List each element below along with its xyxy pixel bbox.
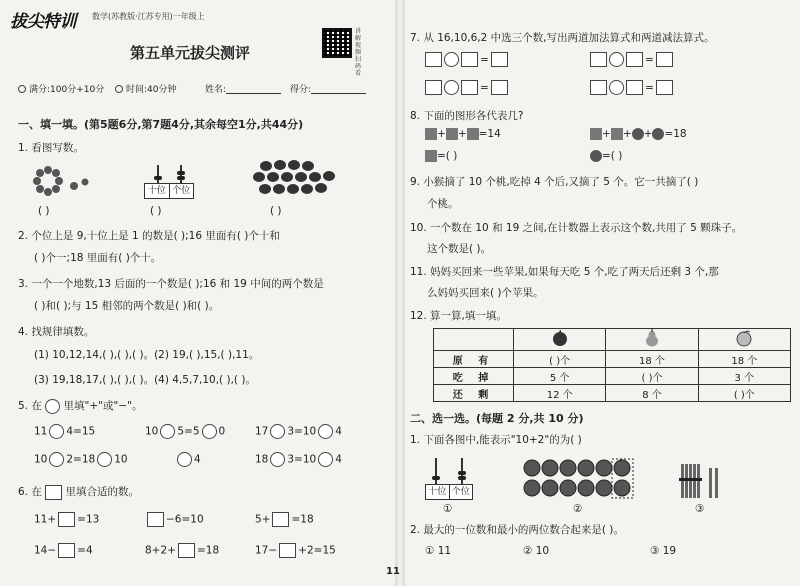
table-row: 原 有 ( )个 18 个 18 个 (434, 351, 791, 368)
q5-answer-circle[interactable] (318, 424, 333, 439)
q6-answer-box[interactable] (178, 543, 195, 558)
question-12: 12. 算一算,填一填。 (410, 310, 507, 322)
abacus-bead (177, 171, 185, 175)
clock-icon (115, 85, 123, 93)
question-3-line-1: 3. 一个一个地数,13 后面的一个数是( );16 和 19 中间的两个数是 (18, 278, 324, 290)
square-shape-icon (446, 128, 458, 140)
question-9-line-2: 个桃。 (427, 198, 459, 210)
square-icon (45, 485, 62, 500)
page-number: 11 (386, 566, 400, 577)
abacus-ones-label: 个位 (169, 184, 194, 198)
section-2-question-2: 2. 最大的一位数和最小的两位数合起来是( )。 (410, 524, 624, 536)
stick-bundle-figure (677, 462, 727, 500)
question-6: 6. 在 里填合适的数。 (18, 486, 140, 498)
q5-item: 11 4=15 (34, 425, 96, 438)
q6-item: 8+2+ =18 (145, 544, 220, 557)
full-score: 满分:100分+10分 (18, 82, 104, 95)
abacus-counter: 十位 个位 (425, 484, 473, 500)
sphere-grid-figure (523, 458, 635, 500)
abacus-bead (432, 476, 440, 480)
q1-blank-2[interactable]: ( ) (150, 205, 162, 217)
abacus-bead (458, 476, 466, 480)
abacus-bead (154, 176, 162, 180)
section-1-title: 一、填一填。(第5题6分,第7题4分,其余每空1分,共44分) (18, 118, 304, 131)
book-spine (395, 0, 405, 586)
q6-item: 5+ =18 (255, 513, 314, 526)
q6-answer-box[interactable] (272, 512, 289, 527)
q5-answer-circle[interactable] (97, 452, 112, 467)
option-3-label[interactable]: ③ 19 (650, 545, 677, 557)
q5-answer-circle[interactable] (177, 452, 192, 467)
question-4: 4. 找规律填数。 (18, 326, 95, 338)
question-4-line-2: (3) 19,18,17,( ),( ),( )。(4) 4,5,7,10,( ),( )。 (34, 374, 256, 386)
q8-equation-1: + + =14 (425, 128, 501, 140)
question-11-line-1: 11. 妈妈买回来一些苹果,如果每天吃 5 个,吃了两天后还剩 3 个,那 (410, 266, 719, 278)
option-1-label[interactable]: ① (443, 503, 453, 515)
q5-answer-circle[interactable] (270, 452, 285, 467)
q6-answer-box[interactable] (58, 543, 75, 558)
circle-icon (45, 399, 60, 414)
table-cell[interactable]: ( )个 (606, 368, 698, 385)
question-4-line-1: (1) 10,12,14,( ),( ),( )。(2) 19,( ),15,( ),11。 (34, 349, 260, 361)
abacus-bead (177, 176, 185, 180)
q8-equation-2: + + + =18 (590, 128, 687, 140)
book-subtitle: 数学(苏教版·江苏专用)一年级上 (92, 12, 205, 21)
q6-answer-box[interactable] (147, 512, 164, 527)
abacus-counter (144, 183, 194, 199)
q5-answer-circle[interactable] (49, 452, 64, 467)
q5-answer-circle[interactable] (270, 424, 285, 439)
right-page (405, 0, 800, 586)
circle-shape-icon (632, 128, 644, 140)
left-page (0, 0, 395, 586)
abacus-rod-tens (157, 165, 159, 183)
question-2-line-1: 2. 个位上是 9,十位上是 1 的数是( );16 里面有( )个十和 (18, 230, 280, 242)
question-10-line-2: 这个数是( )。 (427, 243, 492, 255)
q5-item: 18 3=10 4 (255, 453, 342, 466)
question-2-line-2: ( )个一;18 里面有( )个十。 (34, 252, 162, 264)
table-cell[interactable]: ( )个 (698, 385, 790, 402)
q5-answer-circle[interactable] (49, 424, 64, 439)
brand-logo: 拔尖特训 (10, 12, 76, 32)
table-corner (434, 329, 514, 351)
abacus-bead (458, 471, 466, 475)
fruit-table (433, 328, 791, 402)
question-9-line-1: 9. 小猴摘了 10 个桃,吃掉 4 个后,又摘了 5 个。它一共摘了( ) (410, 176, 699, 188)
table-cell[interactable]: ( )个 (514, 351, 606, 368)
question-3-line-2: ( )和( );与 15 相邻的两个数是( )和( )。 (34, 300, 220, 312)
question-11-line-2: 么妈妈买回来( )个苹果。 (427, 287, 544, 299)
q6-item: 14− =4 (34, 544, 93, 557)
oval-cluster-figure (250, 158, 340, 203)
table-cell: 3 个 (698, 368, 790, 385)
q8-answer-square[interactable]: =( ) (425, 150, 457, 162)
table-row: 还 剩 12 个 8 个 ( )个 (434, 385, 791, 402)
square-shape-icon (467, 128, 479, 140)
q5-answer-circle[interactable] (160, 424, 175, 439)
q8-answer-circle[interactable]: =( ) (590, 150, 622, 162)
abacus-tens-label: 十位 (147, 186, 166, 196)
section-2-title: 二、选一选。(每题 2 分,共 10 分) (410, 412, 584, 425)
q1-blank-1[interactable]: ( ) (38, 205, 50, 217)
option-3-label[interactable]: ③ (695, 503, 705, 515)
square-shape-icon (590, 128, 602, 140)
peach-icon (735, 329, 753, 347)
option-1-label[interactable]: ① 11 (425, 545, 452, 557)
question-8: 8. 下面的图形各代表几? (410, 110, 524, 122)
abacus-rod-tens (435, 458, 437, 484)
time-limit: 时间:40分钟 (115, 82, 177, 95)
question-5: 5. 在 里填"+"或"−"。 (18, 400, 143, 412)
table-cell: 18 个 (606, 351, 698, 368)
option-2-label[interactable]: ② (573, 503, 583, 515)
section-2-question-1: 1. 下面各图中,能表示"10+2"的为( ) (410, 434, 582, 446)
q7-equation-sub-1[interactable]: = (425, 80, 508, 95)
square-shape-icon (611, 128, 623, 140)
pear-icon (643, 329, 661, 347)
q7-equation-add-2[interactable]: = (590, 52, 673, 67)
question-7: 7. 从 16,10,6,2 中选三个数,写出两道加法算式和两道减法算式。 (410, 32, 715, 44)
question-10-line-1: 10. 一个数在 10 和 19 之间,在计数器上表示这个数,共用了 5 颗珠子。 (410, 222, 743, 234)
q5-item: 10 2=18 10 (34, 453, 128, 466)
qr-tag: 讲解视频扫码看 (355, 28, 362, 77)
q5-item: 10 5=5 0 (145, 425, 226, 438)
question-1: 1. 看图写数。 (18, 142, 84, 154)
q7-equation-add-1[interactable]: = (425, 52, 508, 67)
q5-answer-circle[interactable] (318, 452, 333, 467)
q6-item: 11+ =13 (34, 513, 100, 526)
name-field[interactable]: 姓名: (205, 82, 281, 95)
score-icon (18, 85, 26, 93)
score-field[interactable]: 得分: (290, 82, 366, 95)
q6-item: 17− +2=15 (255, 544, 336, 557)
qr-code-icon[interactable] (322, 28, 352, 58)
q1-blank-3[interactable]: ( ) (270, 205, 282, 217)
table-cell: 8 个 (606, 385, 698, 402)
page-title: 第五单元拔尖测评 (130, 44, 251, 62)
q5-item: 4 (175, 452, 201, 467)
q6-answer-box[interactable] (279, 543, 296, 558)
table-cell: 18 个 (698, 351, 790, 368)
q5-item: 17 3=10 4 (255, 425, 342, 438)
q5-answer-circle[interactable] (202, 424, 217, 439)
option-2-label[interactable]: ② 10 (523, 545, 550, 557)
circle-shape-icon (652, 128, 664, 140)
q7-equation-sub-2[interactable]: = (590, 80, 673, 95)
table-header-row (434, 329, 791, 351)
table-row: 吃 掉 5 个 ( )个 3 个 (434, 368, 791, 385)
q6-answer-box[interactable] (58, 512, 75, 527)
table-cell: 5 个 (514, 368, 606, 385)
square-shape-icon (425, 128, 437, 140)
apple-icon (551, 330, 569, 346)
dot-cluster-figure (30, 162, 100, 202)
q6-item: −6=10 (145, 512, 204, 527)
table-cell: 12 个 (514, 385, 606, 402)
